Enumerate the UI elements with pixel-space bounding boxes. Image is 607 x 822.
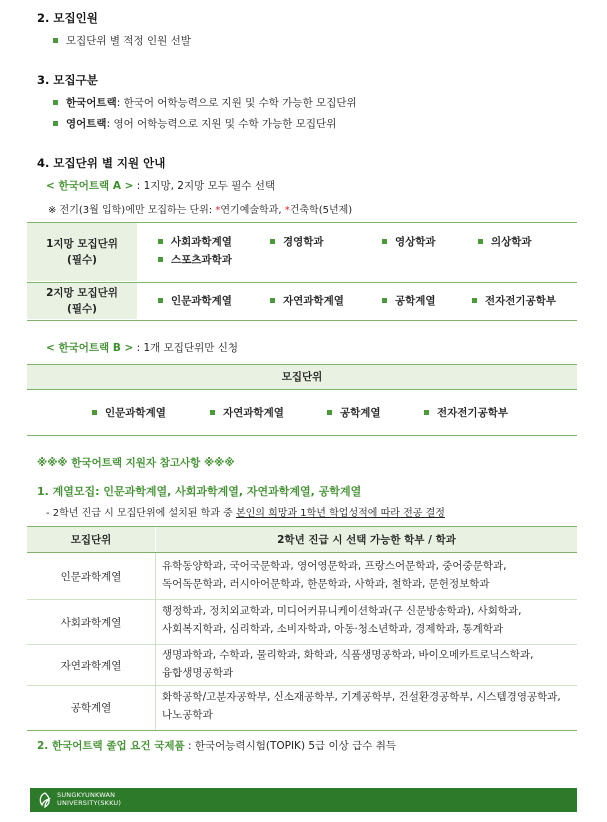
header-text: 2학년 진급 시 선택 가능한 학부 / 학과 xyxy=(277,533,456,546)
bullet-item xyxy=(53,95,357,110)
table-row-majors: 독어독문학과, 러시아어문학과, 한문학과, 사학과, 철학과, 문헌정보학과 xyxy=(162,578,490,590)
bullet-square-icon xyxy=(424,410,429,415)
requirement-text: : 한국어능력시험(TOPIK) 5급 이상 급수 취득 xyxy=(184,740,397,752)
note-prefix: ※ 전기(3월 입학)에만 모집하는 단위: xyxy=(48,205,216,216)
track-a-desc: : 1지망, 2지망 모두 필수 선택 xyxy=(133,180,276,192)
bullet-square-icon xyxy=(158,298,163,303)
first-choice-label xyxy=(27,223,137,281)
unit-item xyxy=(424,405,508,420)
bullet-square-icon xyxy=(382,239,387,244)
university-logo-icon xyxy=(36,791,54,809)
bullet-square-icon xyxy=(158,239,163,244)
bullet-square-icon xyxy=(382,298,387,303)
unit-text: 인문과학계열 xyxy=(105,407,166,419)
bullet-square-icon xyxy=(472,298,477,303)
col-header-unit xyxy=(27,527,155,552)
unit-item xyxy=(472,293,556,308)
star-mark: * xyxy=(284,205,290,216)
star-mark: * xyxy=(215,205,221,216)
unit-item xyxy=(382,234,436,249)
graduation-requirement xyxy=(37,738,396,753)
table-row-majors: 나노공학과 xyxy=(162,709,213,721)
section-4-title: 4. 모집단위 별 지원 안내 xyxy=(37,156,166,170)
unit-item xyxy=(158,252,232,267)
track-label: 한국어트랙 xyxy=(66,97,117,109)
unit-text: 스포츠과학과 xyxy=(171,254,232,266)
reference-title: ※※※ 한국어트랙 지원자 참고사항 ※※※ xyxy=(37,457,235,469)
table-row-majors: 행정학과, 정치외교학과, 미디어커뮤니케이션학과(구 신문방송학과), 사회학과, xyxy=(162,605,522,617)
unit-text: 자연과학계열 xyxy=(223,407,284,419)
reference-p1-title: 1. 계열모집: 인문과학계열, 사회과학계열, 자연과학계열, 공학계열 xyxy=(37,485,362,498)
col-header-majors xyxy=(156,527,577,552)
unit-item xyxy=(382,293,436,308)
table-row-majors: 융합생명공학과 xyxy=(162,667,234,679)
unit-text: 공학계열 xyxy=(340,407,381,419)
requirement-label: 2. 한국어트랙 졸업 요건 국제품 xyxy=(37,740,185,752)
table-border xyxy=(27,389,577,390)
track-desc: : 한국어 어학능력으로 지원 및 수학 가능한 모집단위 xyxy=(116,97,357,109)
label-line: (필수) xyxy=(67,303,97,315)
university-logo-text xyxy=(57,791,121,807)
table-row-majors: 사회복지학과, 심리학과, 소비자학과, 아동·청소년학과, 경제학과, 통계학과 xyxy=(162,623,504,635)
header-text: 모집단위 xyxy=(281,371,323,383)
track-b-desc: : 1개 모집단위만 신청 xyxy=(133,342,238,354)
unit-text: 영상학과 xyxy=(395,236,436,248)
label-line: (필수) xyxy=(67,254,97,266)
track-label: 영어트랙 xyxy=(66,118,107,130)
logo-line: SUNGKYUNKWAN xyxy=(57,791,116,799)
bullet-square-icon xyxy=(53,121,58,126)
unit-text: 사회과학계열 xyxy=(171,236,232,248)
note-item: 건축학(5년제) xyxy=(289,205,353,216)
table-border xyxy=(27,730,577,731)
bullet-square-icon xyxy=(270,239,275,244)
section-3-title: 3. 모집구분 xyxy=(37,73,98,87)
bullet-square-icon xyxy=(270,298,275,303)
table-row-unit: 사회과학계열 xyxy=(60,616,122,629)
table-row-unit: 공학계열 xyxy=(70,702,112,714)
bullet-text: 모집단위 별 적정 인원 선발 xyxy=(66,35,191,47)
track-desc: : 영어 어학능력으로 지원 및 수학 가능한 모집단위 xyxy=(106,118,337,130)
bullet-square-icon xyxy=(327,410,332,415)
track-b-label: < 한국어트랙 B > xyxy=(46,342,134,354)
unit-item xyxy=(270,293,344,308)
note-text: - 2학년 진급 시 모집단위에 설치된 학과 중 xyxy=(46,508,236,519)
bullet-square-icon xyxy=(478,239,483,244)
logo-line: UNIVERSITY(SKKU) xyxy=(57,799,122,807)
second-choice-label xyxy=(27,283,137,319)
bullet-item xyxy=(53,33,191,48)
footer-bar xyxy=(30,788,577,812)
unit-item xyxy=(158,234,232,249)
unit-item xyxy=(158,293,232,308)
bullet-square-icon xyxy=(53,38,58,43)
label-line: 2지망 모집단위 xyxy=(46,287,118,299)
track-a-label: < 한국어트랙 A > xyxy=(46,180,134,192)
table-b-header xyxy=(27,365,577,389)
reference-p1-note xyxy=(46,504,445,519)
section-2-title: 2. 모집인원 xyxy=(37,11,98,25)
table-divider xyxy=(155,553,156,730)
bullet-square-icon xyxy=(53,100,58,105)
unit-item xyxy=(92,405,166,420)
unit-text: 공학계열 xyxy=(395,295,436,307)
track-a-line xyxy=(46,178,275,193)
table-row-majors: 생명과학과, 수학과, 물리학과, 화학과, 식품생명공학과, 바이오메카트로닉스학과, xyxy=(162,649,534,661)
unit-text: 전자전기공학부 xyxy=(485,295,557,307)
table-row-unit: 인문과학계열 xyxy=(60,570,122,583)
table-border xyxy=(27,435,577,436)
note-item: 연기예술학과, xyxy=(220,205,285,216)
bullet-square-icon xyxy=(158,257,163,262)
bullet-square-icon xyxy=(210,410,215,415)
unit-text: 인문과학계열 xyxy=(171,295,232,307)
bullet-square-icon xyxy=(92,410,97,415)
bullet-item xyxy=(53,116,336,131)
header-text: 모집단위 xyxy=(70,533,112,546)
unit-item xyxy=(210,405,284,420)
spring-only-note xyxy=(48,201,352,216)
unit-text: 자연과학계열 xyxy=(283,295,344,307)
unit-item xyxy=(327,405,381,420)
table-row-majors: 유학동양학과, 국어국문학과, 영어영문학과, 프랑스어문학과, 중어중문학과, xyxy=(162,560,507,572)
unit-text: 경영학과 xyxy=(283,236,324,248)
track-b-line xyxy=(46,340,238,355)
unit-text: 의상학과 xyxy=(491,236,532,248)
table-border xyxy=(27,320,577,321)
table-row-majors: 화학공학/고분자공학부, 신소재공학부, 기계공학부, 건설환경공학부, 시스템경영공학과, xyxy=(162,691,561,703)
table-row-unit: 자연과학계열 xyxy=(60,659,122,672)
label-line: 1지망 모집단위 xyxy=(46,238,118,250)
unit-item xyxy=(478,234,532,249)
unit-item xyxy=(270,234,324,249)
note-underlined: 본인의 희망과 1학년 학업성적에 따라 전공 결정 xyxy=(235,508,445,519)
unit-text: 전자전기공학부 xyxy=(437,407,509,419)
